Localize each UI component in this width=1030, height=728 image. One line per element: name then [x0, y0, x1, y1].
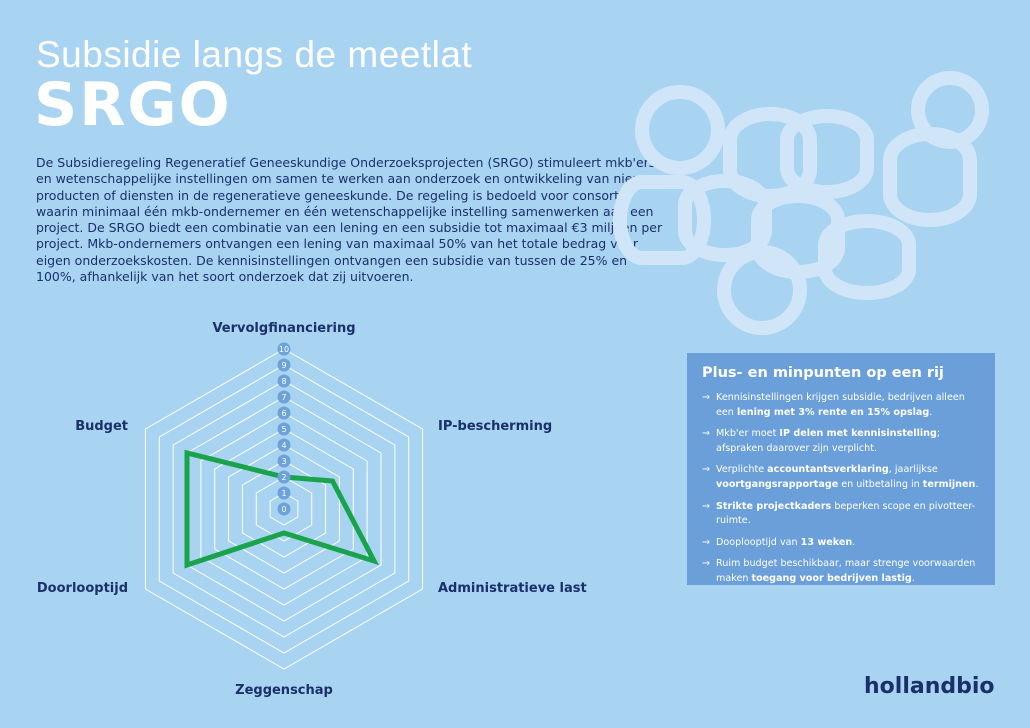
arrow-right-icon: → [702, 536, 711, 548]
tick-label: 10 [278, 345, 290, 354]
tick-label: 1 [281, 489, 287, 498]
intro-text: De Subsidieregeling Regeneratief Geneeskundige Onderzoeksprojecten (SRGO) stimuleert mkb'ers en wetenschappelijke instellingen om samen te werken aan onderzoek en ontwikkeling van nieuwe producten of diensten in de regeneratieve geneeskunde. De regeling is bedoeld voor consortia waarin minimaal één mkb-ondernemer en één wetenschappelijke instelling samenwerken aan een project. De SRGO biedt een combinatie van een lening en een subsidie tot maximaal €3 miljoen per project. Mkb-ondernemers ontvangen een lening van maximaal 50% van het totale bedrag voor eigen onderzoekskosten. De kennisinstellingen ontvangen een subsidie van tussen de 25% en 100%, afhankelijk van het soort onderzoek dat zij uitvoeren. [36, 155, 663, 285]
radar-ticks [278, 343, 291, 516]
pros-cons-list [702, 391, 983, 587]
pros-cons-item: → Kennisinstellingen krijgen subsidie, bedrijven alleen een lening met 3% rente en 15% opslag. [702, 392, 965, 418]
pros-cons-item: → Strikte projectkaders beperken scope en pivotteer-ruimte. [702, 500, 976, 527]
tick-label: 5 [281, 425, 287, 434]
radar-chart [0, 300, 680, 728]
tick-label: 4 [281, 441, 287, 450]
axis-label: Budget [75, 419, 128, 434]
arrow-right-icon: → [702, 464, 711, 476]
tick-label: 0 [281, 505, 287, 514]
page-title: Subsidie langs de meetlat [36, 34, 473, 75]
axis-label: Zeggenschap [235, 683, 333, 698]
pros-cons-item: → Mkb'er moet IP delen met kennisinstelling; afspraken daarover zijn verplicht. [702, 428, 941, 454]
pros-cons-item: → Verplichte accountantsverklaring, jaarlijkse voortgangsrapportage en uitbetaling in termijnen. [702, 464, 979, 490]
axis-label: Vervolgfinanciering [212, 321, 356, 336]
pros-cons-panel [687, 353, 995, 585]
hollandbio-logo: hollandbio [864, 674, 995, 699]
arrow-right-icon: → [702, 558, 711, 570]
pros-cons-item: → Ruim budget beschikbaar, maar strenge voorwaarden maken toegang voor bedrijven lastig. [702, 558, 976, 584]
tick-label: 9 [281, 361, 287, 370]
tick-label: 7 [281, 393, 287, 402]
pros-cons-item: → Dooplooptijd van 13 weken. [702, 536, 983, 551]
panel-title: Plus- en minpunten op een rij [702, 365, 944, 381]
axis-label: IP-bescherming [438, 419, 553, 434]
tick-label: 8 [281, 377, 287, 386]
axis-label: Administratieve last [438, 581, 587, 596]
page-acronym: SRGO [34, 70, 232, 140]
tick-label: 2 [281, 473, 287, 482]
arrow-right-icon: → [702, 392, 711, 403]
tick-label: 6 [281, 409, 287, 418]
arrow-right-icon: → [702, 500, 711, 512]
arrow-right-icon: → [702, 428, 711, 440]
tick-label: 3 [281, 457, 287, 466]
axis-label: Doorlooptijd [36, 581, 128, 596]
